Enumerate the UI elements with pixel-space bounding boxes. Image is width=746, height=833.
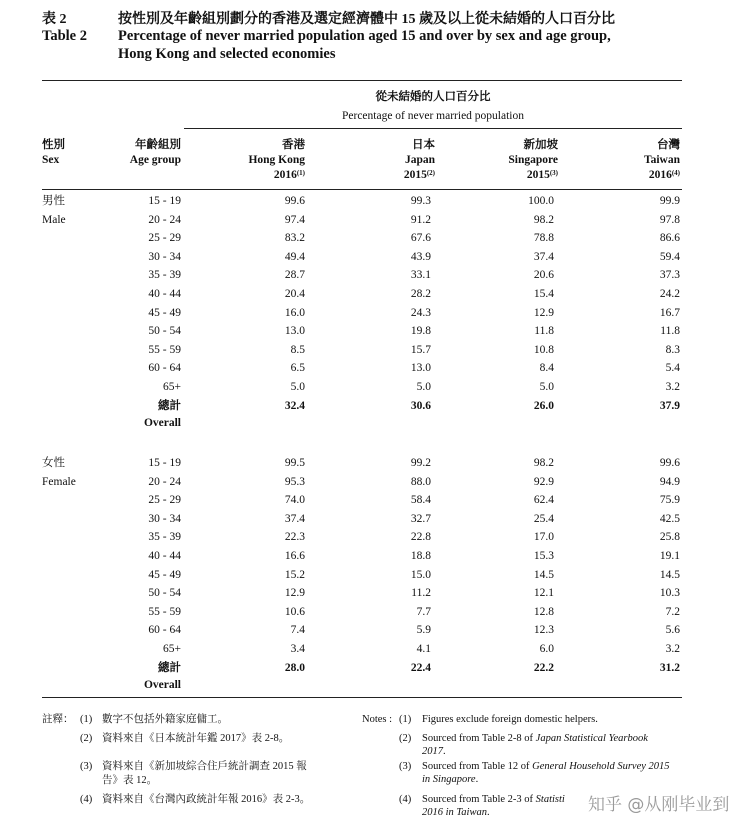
overall-cell: 30.6 — [410, 399, 431, 412]
note-en-4-line1: Sourced from Table 2-3 of Statisti — [422, 794, 565, 805]
female-label-en: Female — [42, 475, 76, 488]
table-cell: 3.2 — [665, 381, 680, 393]
note-zh-3-num: (3) — [80, 761, 93, 772]
table-cell: 49.4 — [284, 250, 305, 263]
age-header-zh: 年齡組別 — [135, 139, 181, 151]
table-cell: 5.0 — [290, 381, 305, 393]
table-cell: 12.9 — [284, 587, 305, 600]
overall-label-zh: 總計 — [158, 399, 181, 412]
table-cell: 25.4 — [533, 512, 554, 525]
table-cell: 91.2 — [410, 213, 431, 226]
age-group-label: 20 - 24 — [148, 475, 181, 488]
header-rule — [42, 189, 682, 190]
age-group-label: 15 - 19 — [148, 457, 181, 469]
table-cell: 95.3 — [284, 475, 305, 488]
table-cell: 43.9 — [410, 250, 431, 263]
table-cell: 78.8 — [533, 232, 554, 245]
table-cell: 62.4 — [533, 494, 554, 507]
note-en-3-line1: Sourced from Table 12 of General Household Survey 2015 — [422, 761, 670, 772]
col-header-hong-kong — [210, 138, 305, 183]
overall-cell: 31.2 — [659, 661, 680, 674]
col-header-japan — [340, 138, 435, 183]
table-cell: 97.4 — [284, 213, 305, 226]
overall-cell: 22.4 — [410, 661, 431, 674]
table-cell: 74.0 — [284, 494, 305, 507]
table-cell: 3.2 — [665, 643, 680, 655]
col-header-zh: 台灣 — [657, 139, 680, 151]
table-cell: 7.2 — [665, 605, 680, 618]
table-cell: 58.4 — [410, 494, 431, 507]
age-group-label: 40 - 44 — [148, 550, 181, 562]
top-rule — [42, 80, 682, 81]
table-cell: 24.2 — [659, 288, 680, 300]
table-cell: 97.8 — [659, 213, 680, 226]
table-title-zh: 按性別及年齡組別劃分的香港及選定經濟體中 15 歲及以上從未結婚的人口百分比 — [118, 12, 615, 27]
col-header-year: 2015$^{(3)}$ — [526, 169, 558, 181]
table-cell: 10.8 — [533, 343, 554, 356]
table-cell: 88.0 — [410, 475, 431, 488]
age-group-label: 55 - 59 — [148, 605, 181, 618]
col-header-en: Hong Kong — [248, 154, 305, 166]
age-group-label: 65+ — [163, 643, 181, 655]
note-zh-1: 數字不包括外籍家庭傭工。 — [102, 714, 228, 725]
male-label-zh: 男性 — [42, 195, 65, 207]
notes-en-heading: Notes : — [362, 714, 393, 725]
table-title-en-line1: Percentage of never married population aged 15 and over by sex and age group, — [118, 28, 611, 44]
table-cell: 15.4 — [533, 288, 554, 300]
note-zh-3-line2: 告》表 12。 — [102, 775, 158, 786]
age-group-label: 40 - 44 — [148, 288, 181, 300]
col-header-year: 2015$^{(2)}$ — [403, 169, 435, 181]
sex-header — [42, 138, 65, 168]
note-zh-4: 資料來自《台灣內政統計年報 2016》表 2-3。 — [102, 794, 311, 805]
table-cell: 16.6 — [284, 550, 305, 562]
notes-zh-heading: 註釋： — [42, 714, 74, 725]
overall-label-en: Overall — [143, 678, 181, 691]
table-cell: 99.3 — [410, 195, 431, 207]
overall-cell: 28.0 — [284, 661, 305, 674]
table-cell: 5.0 — [539, 381, 554, 393]
age-group-label: 35 - 39 — [148, 531, 181, 544]
table-cell: 11.8 — [660, 325, 680, 338]
table-cell: 98.2 — [533, 213, 554, 226]
col-header-taiwan — [585, 138, 680, 183]
table-cell: 12.1 — [533, 587, 554, 600]
col-header-en: Japan — [404, 154, 435, 166]
table-cell: 32.7 — [410, 512, 431, 525]
table-cell: 24.3 — [410, 306, 431, 319]
col-header-en: Singapore — [508, 154, 558, 166]
table-cell: 15.0 — [410, 568, 431, 581]
note-en-2-line2: 2017. — [422, 746, 446, 757]
table-cell: 7.4 — [290, 624, 305, 637]
overall-cell: 37.9 — [659, 399, 680, 412]
watermark: 知乎 @从刚毕业到 — [588, 795, 730, 815]
overall-cell: 32.4 — [284, 399, 305, 412]
table-cell: 13.0 — [410, 362, 431, 375]
table-cell: 19.1 — [659, 550, 680, 562]
age-group-label: 25 - 29 — [148, 232, 181, 245]
table-label-zh: 表 2 — [42, 12, 67, 27]
table-cell: 5.4 — [665, 362, 680, 375]
table-cell: 42.5 — [659, 512, 680, 525]
note-en-1-num: (1) — [399, 714, 412, 725]
table-cell: 94.9 — [659, 475, 680, 488]
note-zh-2: 資料來自《日本統計年鑑 2017》表 2-8。 — [102, 733, 290, 744]
age-group-label: 50 - 54 — [148, 325, 181, 338]
note-en-2-line1: Sourced from Table 2-8 of Japan Statistical Yearbook — [422, 733, 648, 744]
table-cell: 12.8 — [533, 605, 554, 618]
note-zh-2-num: (2) — [80, 733, 93, 744]
table-cell: 8.4 — [539, 362, 554, 375]
spanner-rule — [184, 128, 682, 129]
table-cell: 83.2 — [284, 232, 305, 245]
table-title-en-line2: Hong Kong and selected economies — [118, 46, 336, 62]
note-zh-3-line1: 資料來自《新加坡綜合住戶統計調查 2015 報 — [102, 761, 307, 772]
table-cell: 12.9 — [533, 306, 554, 319]
table-cell: 12.3 — [533, 624, 554, 637]
note-en-3-num: (3) — [399, 761, 412, 772]
table-cell: 14.5 — [533, 568, 554, 581]
table-cell: 99.6 — [284, 195, 305, 207]
spanner-header-zh: 從未結婚的人口百分比 — [375, 91, 491, 103]
table-cell: 99.6 — [659, 457, 680, 469]
table-cell: 14.5 — [659, 568, 680, 581]
table-cell: 5.9 — [416, 624, 431, 637]
note-en-1: Figures exclude foreign domestic helpers. — [422, 714, 598, 725]
table-cell: 10.3 — [659, 587, 680, 600]
col-header-en: Taiwan — [643, 154, 680, 166]
sex-header-en: Sex — [42, 154, 60, 166]
note-en-3-line2: in Singapore. — [422, 774, 479, 785]
table-cell: 22.3 — [284, 531, 305, 544]
table-cell: 6.5 — [290, 362, 305, 375]
table-cell: 16.0 — [284, 306, 305, 319]
table-cell: 100.0 — [528, 195, 554, 207]
table-cell: 17.0 — [533, 531, 554, 544]
col-header-year: 2016$^{(1)}$ — [273, 169, 305, 181]
table-cell: 11.2 — [411, 587, 431, 600]
table-cell: 7.7 — [416, 605, 431, 618]
age-group-label: 45 - 49 — [148, 306, 181, 319]
table-cell: 3.4 — [290, 643, 305, 655]
age-group-label: 65+ — [163, 381, 181, 393]
table-cell: 5.6 — [665, 624, 680, 637]
overall-cell: 26.0 — [533, 399, 554, 412]
table-cell: 15.2 — [284, 568, 305, 581]
spanner-header-en: Percentage of never married population — [341, 110, 524, 122]
age-group-label: 15 - 19 — [148, 195, 181, 207]
col-header-zh: 日本 — [412, 139, 435, 151]
table-cell: 20.4 — [284, 288, 305, 300]
col-header-zh: 新加坡 — [523, 139, 558, 151]
age-group-label: 25 - 29 — [148, 494, 181, 507]
table-cell: 5.0 — [416, 381, 431, 393]
age-group-label: 45 - 49 — [148, 568, 181, 581]
age-group-label: 30 - 34 — [148, 512, 181, 525]
table-cell: 75.9 — [659, 494, 680, 507]
table-cell: 28.2 — [410, 288, 431, 300]
table-cell: 37.3 — [659, 269, 680, 282]
table-cell: 59.4 — [659, 250, 680, 263]
table-cell: 11.8 — [534, 325, 554, 338]
table-cell: 37.4 — [533, 250, 554, 263]
table-cell: 99.5 — [284, 457, 305, 469]
age-group-label: 20 - 24 — [148, 213, 181, 226]
table-cell: 20.6 — [533, 269, 554, 282]
table-cell: 8.3 — [665, 343, 680, 356]
note-zh-1-num: (1) — [80, 714, 93, 725]
table-cell: 33.1 — [410, 269, 431, 282]
age-group-label: 60 - 64 — [148, 362, 181, 375]
col-header-year: 2016$^{(4)}$ — [648, 169, 680, 181]
note-en-4-num: (4) — [399, 794, 412, 805]
table-cell: 8.5 — [290, 343, 305, 356]
note-en-4-line2: 2016 in Taiwan. — [422, 807, 490, 818]
table-cell: 98.2 — [533, 457, 554, 469]
overall-cell: 22.2 — [533, 661, 554, 674]
table-cell: 22.8 — [410, 531, 431, 544]
table-cell: 37.4 — [284, 512, 305, 525]
bottom-rule — [42, 697, 682, 698]
age-group-label: 60 - 64 — [148, 624, 181, 637]
table-cell: 92.9 — [533, 475, 554, 488]
col-header-singapore — [463, 138, 558, 183]
table-cell: 13.0 — [284, 325, 305, 338]
table-cell: 15.3 — [533, 550, 554, 562]
age-group-label: 35 - 39 — [148, 269, 181, 282]
age-group-label: 50 - 54 — [148, 587, 181, 600]
table-cell: 99.2 — [410, 457, 431, 469]
age-header-en: Age group — [129, 154, 181, 166]
sex-header-zh: 性別 — [42, 139, 65, 151]
table-cell: 15.7 — [410, 343, 431, 356]
age-group-label: 55 - 59 — [148, 343, 181, 356]
col-header-zh: 香港 — [282, 139, 305, 151]
table-cell: 19.8 — [410, 325, 431, 338]
age-header — [100, 138, 181, 168]
table-cell: 18.8 — [410, 550, 431, 562]
table-cell: 25.8 — [659, 531, 680, 544]
table-label-en: Table 2 — [42, 28, 87, 44]
table-cell: 4.1 — [416, 643, 431, 655]
female-label-zh: 女性 — [42, 457, 65, 469]
table-cell: 6.0 — [539, 643, 554, 655]
note-en-2-num: (2) — [399, 733, 412, 744]
overall-label-zh: 總計 — [158, 661, 181, 674]
table-cell: 16.7 — [659, 306, 680, 319]
note-zh-4-num: (4) — [80, 794, 93, 805]
table-cell: 67.6 — [410, 232, 431, 245]
age-group-label: 30 - 34 — [148, 250, 181, 263]
male-label-en: Male — [42, 213, 66, 226]
table-cell: 86.6 — [659, 232, 680, 245]
table-cell: 28.7 — [284, 269, 305, 282]
table-cell: 10.6 — [284, 605, 305, 618]
table-cell: 99.9 — [659, 195, 680, 207]
overall-label-en: Overall — [143, 416, 181, 429]
